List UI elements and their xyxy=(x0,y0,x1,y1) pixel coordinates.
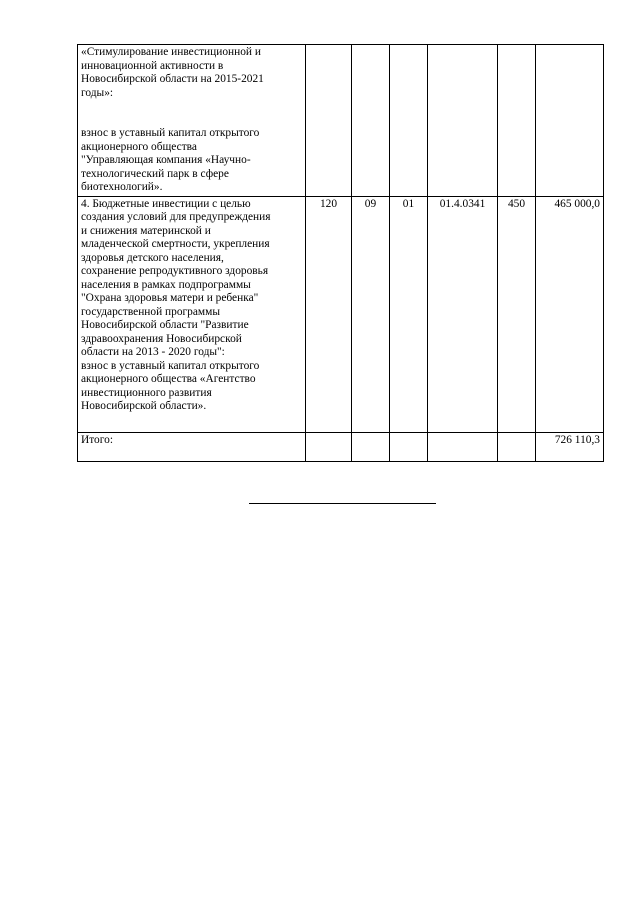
description-cell xyxy=(78,45,306,197)
expense-type-cell xyxy=(498,432,536,461)
desc-line: «Стимулирование инвестиционной и xyxy=(81,46,261,58)
desc-line: здоровья детского населения, xyxy=(81,251,224,264)
desc-line: создания условий для предупреждения xyxy=(81,211,271,223)
desc-line: области на 2013 - 2020 годы": xyxy=(81,346,225,358)
expense-type-cell: 450 xyxy=(498,196,536,432)
desc-line: Новосибирской области на 2015-2021 xyxy=(81,73,264,85)
expense-type-cell xyxy=(498,45,536,197)
desc-line: акционерного общества xyxy=(81,140,197,153)
table-row xyxy=(78,45,604,197)
section-code-cell xyxy=(352,432,390,461)
subsection-code-cell xyxy=(390,45,428,197)
desc-line: взнос в уставный капитал открытого xyxy=(81,359,260,372)
amount-cell xyxy=(536,45,604,197)
ministry-code-cell: 120 xyxy=(306,196,352,432)
desc-line: "Управляющая компания «Научно- xyxy=(81,154,251,166)
desc-line: 4. Бюджетные инвестиции с целью xyxy=(81,197,251,210)
target-article-cell xyxy=(428,432,498,461)
desc-line: Новосибирской области». xyxy=(81,400,207,412)
desc-line: младенческой смертности, укрепления xyxy=(81,238,270,250)
section-code-cell: 09 xyxy=(352,196,390,432)
ministry-code-cell xyxy=(306,432,352,461)
desc-line: здравоохранения Новосибирской xyxy=(81,332,242,345)
desc-line: государственной программы xyxy=(81,305,221,318)
desc-line: населения в рамках подпрограммы xyxy=(81,278,251,291)
desc-line: технологический парк в сфере xyxy=(81,167,229,180)
amount-cell: 465 000,0 xyxy=(536,196,604,432)
target-article-cell: 01.4.0341 xyxy=(428,196,498,432)
subsection-code-cell: 01 xyxy=(390,196,428,432)
description-cell xyxy=(78,196,306,432)
section-code-cell xyxy=(352,45,390,197)
desc-line: акционерного общества «Агентство xyxy=(81,373,256,385)
subsection-code-cell xyxy=(390,432,428,461)
total-row xyxy=(78,432,604,461)
desc-line: Новосибирской области "Развитие xyxy=(81,319,249,331)
ministry-code-cell xyxy=(306,45,352,197)
desc-line: инновационной активности в xyxy=(81,59,224,72)
desc-line: "Охрана здоровья матери и ребенка" xyxy=(81,292,259,304)
desc-line: взнос в уставный капитал открытого xyxy=(81,127,260,139)
total-label-cell: Итого: xyxy=(78,432,306,461)
desc-line: инвестиционного развития xyxy=(81,386,212,399)
closing-rule xyxy=(249,503,436,504)
paragraph-gap xyxy=(81,100,302,127)
desc-line: и снижения материнской и xyxy=(81,224,211,237)
table-row xyxy=(78,196,604,432)
desc-line: годы»: xyxy=(81,86,114,99)
desc-line: сохранение репродуктивного здоровья xyxy=(81,265,269,277)
total-amount-cell: 726 110,3 xyxy=(536,432,604,461)
desc-line: биотехнологий». xyxy=(81,181,163,193)
target-article-cell xyxy=(428,45,498,197)
budget-table xyxy=(77,44,604,462)
